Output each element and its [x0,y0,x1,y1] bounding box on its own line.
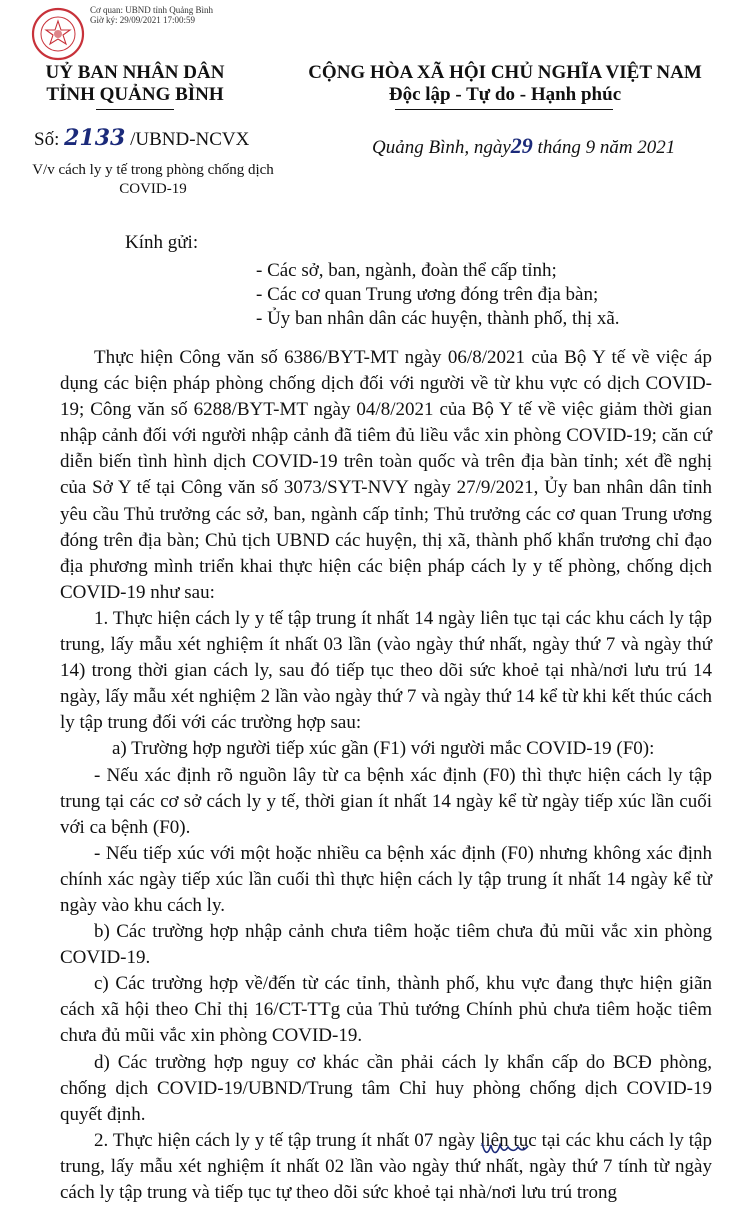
number-suffix: /UBND-NCVX [125,129,250,150]
recipient-item: - Các cơ quan Trung ương đóng trên địa bàn; [256,284,599,305]
intro-paragraph: Thực hiện Công văn số 6386/BYT-MT ngày 06/8/2021 của Bộ Y tế về việc áp dụng các biện pháp phòng chống dịch đối với người về từ khu vực có dịch COVID-19; Công văn số 6288/BYT-MT ngày 04/8/2021 của Bộ Y tế về việc giảm thời gian nhập cảnh đối với người nhập cảnh đã tiêm đủ liều vắc xin phòng COVID-19; căn cứ diễn biến tình hình dịch COVID-19 trên toàn quốc và trên địa bàn tỉnh; xét đề nghị của Sở Y tế tại Công văn số 3073/SYT-NVY ngày 27/9/2021, Ủy ban nhân dân tỉnh yêu cầu Thủ trưởng các sở, ban, ngành cấp tỉnh; Thủ trưởng các cơ quan Trung ương đóng trên địa bàn; Chủ tịch UBND các huyện, thị xã, thành phố khẩn trương chỉ đạo địa phương mình triển khai thực hiện các biện pháp cách ly y tế phòng, chống dịch COVID-19 như sau: [60,347,712,603]
item-1: 1. Thực hiện cách ly y tế tập trung ít nhất 14 ngày liên tục tại các khu cách ly tập trung, lấy mẫu xét nghiệm ít nhất 03 lần (vào ngày thứ nhất, ngày thứ 7 và ngày thứ 14) trong thời gian cách ly, sau đó tiếp tục theo dõi sức khoẻ tại nhà/nơi lưu trú 14 ngày, lấy mẫu xét nghiệm 2 lần vào ngày thứ 7 và ngày thứ 14 kể từ khi kết thúc cách ly tập trung đối với các trường hợp sau: [60,607,712,734]
greeting: Kính gửi: [125,232,199,253]
date-prefix: Quảng Bình, ngày [372,137,511,158]
nation-line-2: Độc lập - Tự do - Hạnh phúc [388,84,622,105]
issuing-organization [30,62,240,106]
item-1a-dash-1: - Nếu xác định rõ nguồn lây từ ca bệnh xác định (F0) thì thực hiện cách ly tập trung tại các cơ sở cách ly y tế, thời gian ít nhất 14 ngày kể từ ngày tiếp xúc lần cuối với ca bệnh (F0). [60,764,712,838]
handwritten-number: 2133 [64,125,126,151]
handwritten-day: 29 [510,133,533,158]
signature-time: Giờ ký: 29/09/2021 17:00:59 [90,15,196,25]
state-emblem-stamp-icon [30,6,86,62]
nation-line-1: CỘNG HÒA XÃ HỘI CHỦ NGHĨA VIỆT NAM [308,62,702,83]
item-1a-dash-2: - Nếu tiếp xúc với một hoặc nhiều ca bệnh xác định (F0) nhưng không xác định chính xác ngày tiếp xúc lần cuối thì thực hiện cách ly tập trung ít nhất 14 ngày kể từ ngày vào khu cách ly. [60,842,712,916]
item-1b: b) Các trường hợp nhập cảnh chưa tiêm hoặc tiêm chưa đủ mũi vắc xin phòng COVID-19. [60,921,712,969]
digital-signature-info [90,5,213,25]
org-line-2: TỈNH QUẢNG BÌNH [46,84,224,105]
document-body [60,345,712,1206]
signature-agency: Cơ quan: UBND tỉnh Quảng Bình [90,5,214,15]
item-1c: c) Các trường hợp về/đến từ các tỉnh, thành phố, khu vực đang thực hiện giãn cách xã hội theo Chỉ thị 16/CT-TTg của Thủ tướng Chính phủ chưa tiêm hoặc tiêm chưa đủ mũi vắc xin phòng COVID-19. [60,973,712,1047]
org-underline [96,109,174,110]
number-prefix: Số: [34,129,65,150]
national-motto [300,62,710,106]
document-subject: V/v cách ly y tế trong phòng chống dịch COVID-19 [32,162,274,197]
date-suffix: tháng 9 năm 2021 [532,137,676,158]
document-number [34,125,249,151]
item-1d: d) Các trường hợp nguy cơ khác cần phải cách ly khẩn cấp do BCĐ phòng, chống dịch COVID-19/UBND/Trung tâm Chỉ huy phòng chống dịch COVID-19 quyết định. [60,1051,712,1125]
handwritten-initial-icon [480,1135,530,1159]
org-line-1: UỶ BAN NHÂN DÂN [45,62,225,83]
recipient-item: - Các sở, ban, ngành, đoàn thể cấp tỉnh; [256,260,557,281]
document-date [372,133,675,159]
recipient-item: - Ủy ban nhân dân các huyện, thành phố, thị xã. [256,308,620,329]
item-2: 2. Thực hiện cách ly y tế tập trung ít nhất 07 ngày liên tục tại các khu cách ly tập trung, lấy mẫu xét nghiệm ít nhất 02 lần vào ngày thứ nhất, ngày thứ 7 tính từ ngày cách ly tập trung và tiếp tục tự theo dõi sức khoẻ tại nhà/nơi lưu trú trong [60,1129,712,1203]
motto-underline [395,109,613,110]
item-1a: a) Trường hợp người tiếp xúc gần (F1) với người mắc COVID-19 (F0): [112,738,655,760]
